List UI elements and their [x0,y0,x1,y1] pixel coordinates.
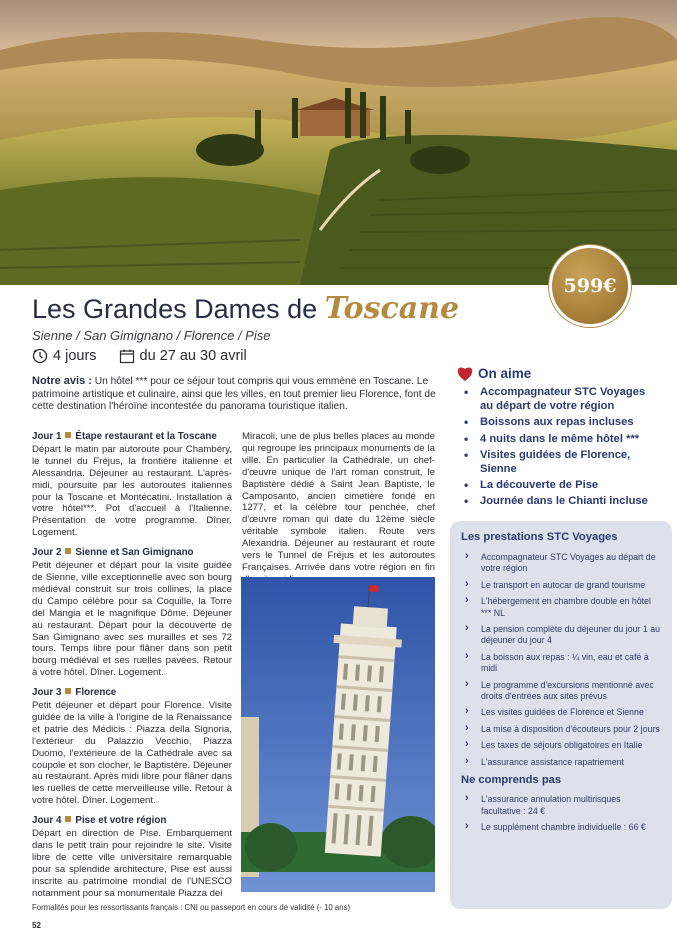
dates: du 27 au 30 avril [139,348,247,364]
list-item: • 4 nuits dans le même hôtel *** [456,432,656,446]
notre-avis [32,375,447,414]
trip-meta [32,348,247,364]
list-item: › L'assurance annulation multirisques facultative : 24 € [461,794,662,817]
list-item: › L'assurance assistance rapatriement [461,757,662,768]
list-item: › Le supplément chambre individuelle : 66 € [461,822,662,833]
day-block [32,815,232,899]
day-text: Départ en direction de Pise. Embarquement dans le petit train pour rejoindre le site. Visite libre de cette ville universitaire remarquable pour sa splendide architecture, Pise est aussi inscrite au patrimoine mondial de l'UNESCO notamment pour sa monumentale Piazza dei [32,828,232,899]
prestations-list [461,552,662,768]
notre-avis-text: Un hôtel *** pour ce séjour tout compris qui vous emmène en Toscane. Le patrimoine artistique et culinaire, ainsi que les villes, en tout premier lieu Florence, font de cette destination l'héroïne incontestée du panorama touristique italien. [32,376,436,413]
day-block [32,687,232,807]
calendar-icon [119,348,135,364]
prestations-title: Les prestations STC Voyages [461,531,618,543]
day-text-continued: Miracoli, une de plus belles places au monde qui regroupe les principaux monuments de la ville. En particulier la Cathédrale, un chef-d'œuvre unique de l'art roman construit, le Baptistère dédié à Saint Jean Baptiste, le Camposanto, ancien cimetière fondé en 1277, et la célèbre tour penchée, chef d'œuvre roman qui date du 12ème siècle véritable symbole italien. Route vers Alexandria. Déjeuner au restaurant et route vers le Tunnel de Fréjus et les autoroutes Françaises. Arrivée dans votre région en fin [242,431,435,573]
title-accent: Toscane [324,291,460,326]
on-aime-title: On aime [478,366,532,381]
list-item: › Les taxes de séjours obligatoires en Italie [461,740,662,751]
itinerary-column-2 [242,431,435,586]
day-heading: Jour 2 Sienne et San Gimignano [32,547,194,559]
list-item: › L'hébergement en chambre double en hôtel *** NL [461,596,662,619]
title-main: Les Grandes Dames de [32,294,318,324]
heart-icon [456,365,474,382]
notre-avis-label: Notre avis : [32,375,92,387]
day-text: Départ le matin par autoroute pour Chambéry, le tunnel du Fréjus, la frontière italienne et Alessandria. Déjeuner au restaurant. L'après-midi, poursuite par les autoroutes italiennes pour la Toscane et Montécatini. Installation à votre hôtel***. Pot d'accueil à l'Italienne. Présentation de votre programme. Dîner. Logement. [32,443,232,539]
day-text: Petit déjeuner et départ pour la visite guidée de Sienne, ville exceptionnelle avec son bourg médiéval construit sur trois collines, la place du Campo célèbre pour sa Coquille, la Torre del Mangia et le magnifique Dôme. Déjeuner au restaurant. Départ pour la découverte de San Gimignano avec ses murailles et ses 72 tours. Temps libre pour flâner dans son petit bourg médiéval et ses ruelles pavées. Retour à votre hôtel. Dîner. Logement. [32,560,232,679]
page-title [32,291,459,326]
clock-icon [32,348,48,364]
list-item: • Boissons aux repas incluses [456,415,656,429]
page-number: 52 [32,921,41,930]
itinerary-subtitle: Sienne / San Gimignano / Florence / Pise [32,328,271,343]
day-heading: Jour 3 Florence [32,687,117,699]
day-text: Petit déjeuner et départ pour Florence. Visite guidée de la ville à l'origine de la Renaissance et patrie des Médicis : Piazza della Signoria, l'extérieur du Palazzio Vecchio, Piazza Duomo, l'extérieure de la Cathédrale avec sa coupole et son clocher, le Baptistère. Déjeuner au restaurant. Après midi libre pour flâner dans les ruelles de cette merveilleuse ville. Retour à votre hôtel. Dîner. Logement. [32,700,232,807]
itinerary-column-1 [32,431,232,908]
list-item: › Le transport en autocar de grand tourisme [461,580,662,591]
on-aime-box [456,365,656,511]
list-item: • Visites guidées de Florence, Sienne [456,448,656,476]
list-item: › Le programme d'excursions mentionné avec droits d'entrées aux sites prévus [461,680,662,703]
list-item: › Accompagnateur STC Voyages au départ de votre région [461,552,662,575]
price-value: 599€ [563,275,617,297]
duration: 4 jours [53,348,97,364]
exclusions-list [461,794,662,833]
formalities-footnote: Formalités pour les ressortissants français : CNI ou passeport en cours de validité (- 10 ans) [32,903,351,912]
hero-image-tuscany [0,0,677,285]
price-badge [549,245,631,327]
prestations-panel [450,521,672,909]
day-block [32,547,232,679]
list-item: › La boisson aux repas : ¼ vin, eau et café à midi [461,652,662,675]
list-item: › La mise à disposition d'écouteurs pour 2 jours [461,724,662,735]
day-heading: Jour 4 Pise et votre région [32,815,167,827]
pisa-tower-image [241,577,435,892]
on-aime-list [456,385,656,509]
on-aime-header [456,365,656,382]
list-item: • La découverte de Pise [456,478,656,492]
day-block [32,431,232,539]
list-item: • Accompagnateur STC Voyages au départ de votre région [456,385,656,413]
list-item: › Les visites guidées de Florence et Sienne [461,707,662,718]
day-heading: Jour 1 Étape restaurant et la Toscane [32,431,217,442]
list-item: • Journée dans le Chianti incluse [456,494,656,508]
list-item: › La pension complète du déjeuner du jour 1 au déjeuner du jour 4 [461,624,662,647]
exclusions-title: Ne comprends pas [461,774,562,787]
